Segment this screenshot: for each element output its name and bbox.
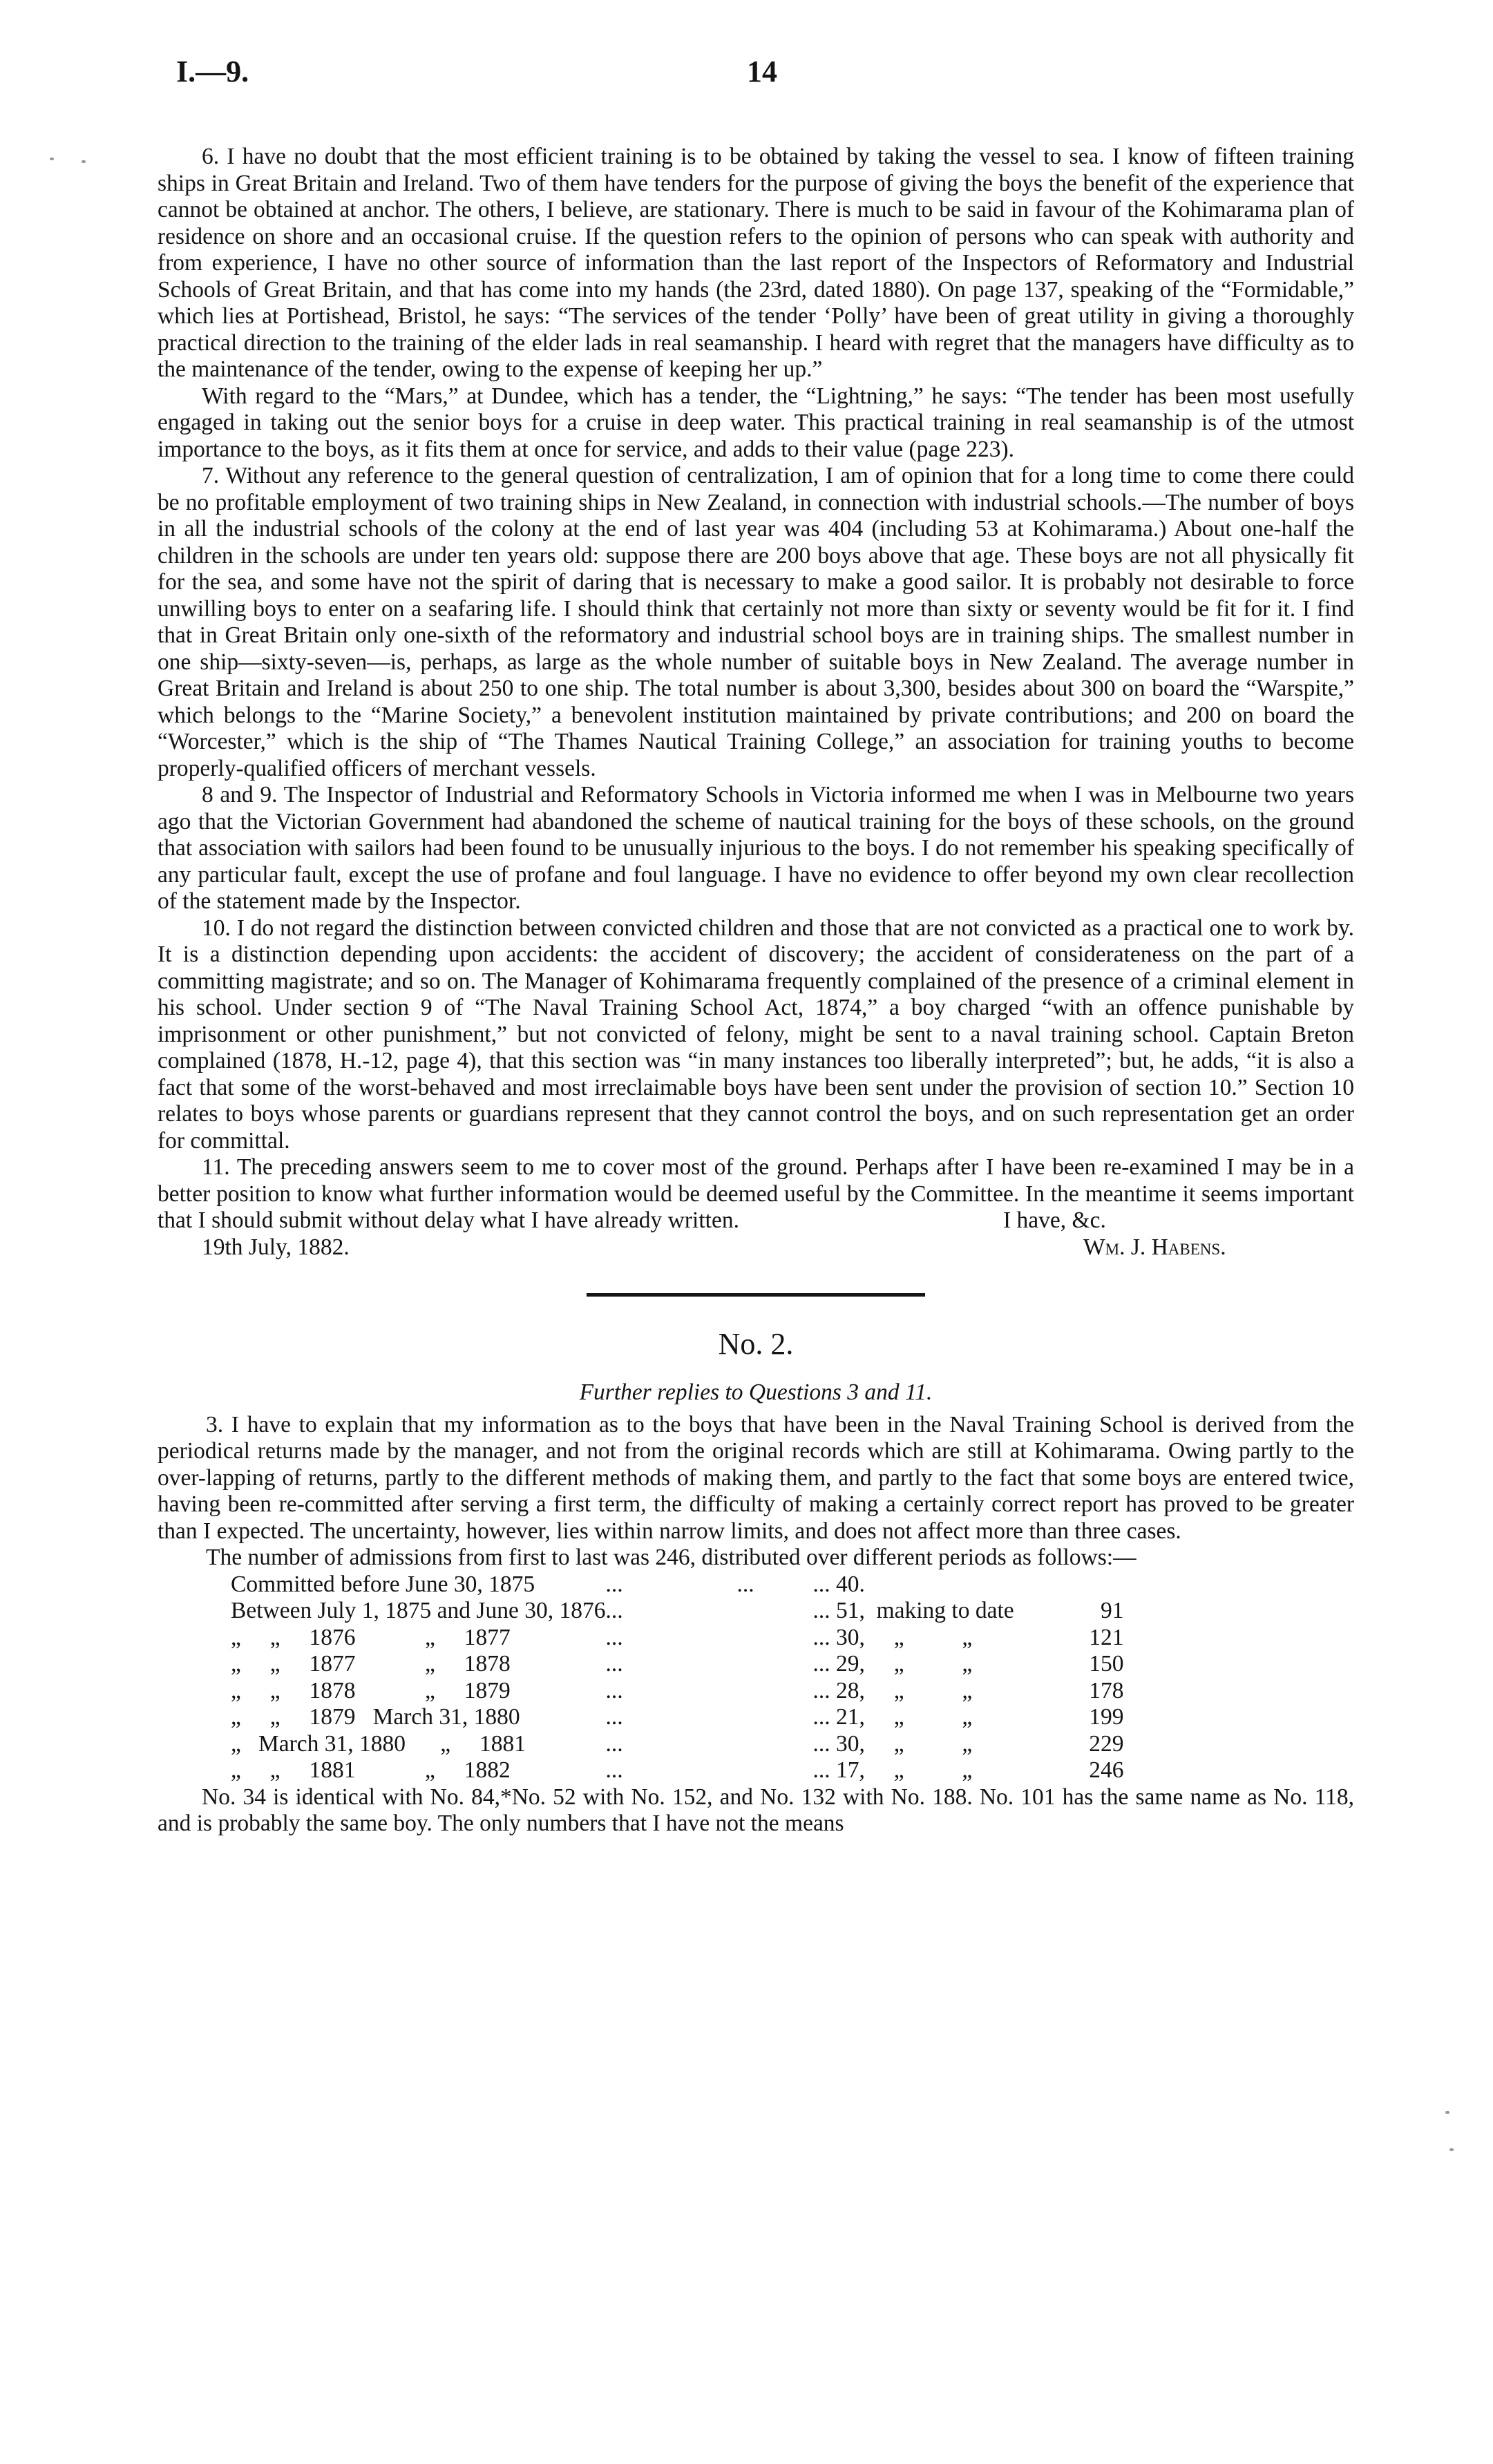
- scan-speck: [1449, 2148, 1454, 2151]
- admissions-cell: [736, 1678, 812, 1705]
- signoff: [158, 1207, 1354, 1261]
- admissions-intro: The number of admissions from first to last was 246, distributed over different periods as follows:—: [206, 1545, 1137, 1570]
- page-header: [176, 54, 1351, 102]
- admissions-cell: „ „ 1879 March 31, 1880: [231, 1704, 520, 1730]
- paragraph-mars: With regard to the “Mars,” at Dundee, which has a tender, the “Lightning,” he says: “The tender has been most usefully engaged in taking out the senior boys for a cruise in deep water. This practical training in real seamanship is of the utmost importance to the boys, as it fits them at once for service, and adds to their value (page 223).: [158, 383, 1354, 462]
- admissions-cell: ...: [605, 1757, 623, 1783]
- admissions-cell: Committed before June 30, 1875: [231, 1571, 535, 1597]
- admissions-cell: ... 51, making to date: [812, 1598, 1014, 1623]
- admissions-cell: ...: [736, 1571, 754, 1597]
- admissions-cell: ... 30, „ „: [812, 1624, 973, 1650]
- closing-paragraph: No. 34 is identical with No. 84,*No. 52 with No. 152, and No. 132 with No. 188. No. 101 has the same name as No. 118, and is probably the same boy. The only numbers that I have not the means: [158, 1784, 1354, 1836]
- admissions-cell: 199: [1089, 1704, 1124, 1730]
- paragraph-10: 10. I do not regard the distinction between convicted children and those that are not convicted as a practical one to work by. It is a distinction depending upon accidents: the accident of discovery; the accident of considerateness on the part of a committing magistrate; and so on. The Manager of Kohimarama frequently complained of the presence of a criminal element in his school. Under section 9 of “The Naval Training School Act, 1874,” a boy charged “with an offence punishable by imprisonment or other punishment,” but not convicted of felony, might be sent to a naval training school. Captain Breton complained (1878, H.-12, page 4), that this section was “in many instances too liberally interpreted”; but, he adds, “it is also a fact that some of the worst-behaved and most irreclaimable boys have been sent under the provision of section 10.” Section 10 relates to boys whose parents or guardians represent that they cannot control the boys, and on such representation get an order for committal.: [158, 915, 1354, 1154]
- admissions-row: [231, 1598, 1123, 1625]
- admissions-cell: ... 21, „ „: [812, 1704, 973, 1730]
- admissions-cell: [736, 1625, 812, 1652]
- admissions-table: [231, 1572, 1123, 1784]
- admissions-cell: „ „ 1877 „ 1878: [231, 1651, 511, 1677]
- admissions-row: [231, 1757, 1123, 1784]
- admissions-cell: ...: [605, 1651, 623, 1677]
- admissions-cell: ... 17, „ „: [812, 1757, 973, 1783]
- admissions-row: [231, 1704, 1123, 1731]
- paragraph-3: 3. I have to explain that my information as to the boys that have been in the Naval Training School is derived from the periodical returns made by the manager, and not from the original records which are still at Kohimarama. Owing partly to the over-lapping of returns, partly to the different methods of making them, and partly to the fact that some boys are entered twice, having been re-committed after serving a first term, the difficulty of making a certainly correct report has proved to be greater than I expected. The uncertainty, however, lies within narrow limits, and does not affect more than three cases.: [158, 1411, 1354, 1544]
- admissions-cell: 246: [1089, 1757, 1124, 1783]
- scan-speck: [1445, 2111, 1449, 2114]
- admissions-cell: ...: [605, 1704, 623, 1730]
- admissions-cell: 229: [1089, 1730, 1124, 1757]
- admissions-cell: [736, 1731, 812, 1758]
- admissions-cell: Between July 1, 1875 and June 30, 1876: [231, 1598, 606, 1623]
- admissions-cell: [736, 1704, 812, 1731]
- admissions-cell: ...: [605, 1730, 623, 1757]
- admissions-cell: ...: [605, 1571, 623, 1597]
- admissions-cell: [736, 1651, 812, 1678]
- admissions-cell: ... 29, „ „: [812, 1651, 973, 1677]
- admissions-row: [231, 1651, 1123, 1678]
- admissions-cell: ...: [605, 1677, 623, 1703]
- admissions-cell: [736, 1598, 812, 1625]
- admissions-cell: 150: [1089, 1651, 1124, 1677]
- paragraph-8-9: 8 and 9. The Inspector of Industrial and Reformatory Schools in Victoria informed me when I was in Melbourne two years ago that the Victorian Government had abandoned the scheme of nautical training for the boys of these schools, on the ground that association with sailors had been found to be unusually injurious to the boys. I do not remember his speaking specifically of any particular fault, except the use of profane and foul language. I have no evidence to offer beyond my own clear recollection of the statement made by the Inspector.: [158, 782, 1354, 914]
- admissions-cell: „ „ 1881 „ 1882: [231, 1757, 511, 1783]
- scan-speck: [50, 157, 54, 160]
- admissions-cell: 121: [1089, 1624, 1124, 1650]
- admissions-cell: 91: [1100, 1598, 1124, 1623]
- admissions-cell: [1034, 1572, 1123, 1598]
- closing: I have, &c.: [1003, 1207, 1106, 1233]
- admissions-row: [231, 1678, 1123, 1705]
- page-body: [158, 144, 1354, 1837]
- letter-date: 19th July, 1882.: [202, 1234, 350, 1260]
- page-number: 14: [747, 55, 777, 88]
- scan-speck: [82, 160, 86, 163]
- signature: Wm. J. Habens.: [1083, 1234, 1226, 1260]
- admissions-row: [231, 1572, 1123, 1598]
- paragraph-7: 7. Without any reference to the general question of centralization, I am of opinion that for a long time to come there could be no profitable employment of two training ships in New Zealand, in connection with industrial schools.—The number of boys in all the industrial schools of the colony at the end of last year was 404 (including 53 at Kohimarama.) About one-half the children in the schools are under ten years old: suppose there are 200 boys above that age. These boys are not all physically fit for the sea, and some have not the spirit of daring that is necessary to make a good sailor. It is probably not desirable to force unwilling boys to enter on a seafaring life. I should think that certainly not more than sixty or seventy would be fit for it. I find that in Great Britain only one-sixth of the reformatory and industrial school boys are in training ships. The smallest number in one ship—sixty-seven—is, perhaps, as large as the whole number of suitable boys in New Zealand. The average number in Great Britain and Ireland is about 250 to one ship. The total number is about 3,300, besides about 300 on board the “Warspite,” which belongs to the “Marine Society,” a benevolent institution maintained by private contributions; and 200 on board the “Worcester,” which is the ship of “The Thames Nautical Training College,” an association for training youths to become properly-qualified officers of merchant vessels.: [158, 463, 1354, 781]
- section-divider: [587, 1293, 925, 1297]
- admissions-cell: ...: [605, 1624, 623, 1650]
- admissions-cell: „ March 31, 1880 „ 1881: [231, 1730, 526, 1757]
- admissions-cell: ... 28, „ „: [812, 1677, 973, 1703]
- section-subtitle: Further replies to Questions 3 and 11.: [579, 1379, 933, 1405]
- section-title: No. 2.: [718, 1327, 794, 1361]
- admissions-row: [231, 1731, 1123, 1758]
- admissions-cell: ... 40.: [812, 1571, 865, 1597]
- admissions-cell: [736, 1757, 812, 1784]
- paragraph-6: 6. I have no doubt that the most efficient training is to be obtained by taking the vessel to sea. I know of fifteen training ships in Great Britain and Ireland. Two of them have tenders for the purpose of giving the boys the benefit of the experience that cannot be obtained at anchor. The others, I believe, are stationary. There is much to be said in favour of the Kohimarama plan of residence on shore and an occasional cruise. If the question refers to the opinion of persons who can speak with authority and from experience, I have no other source of information than the last report of the Inspectors of Reformatory and Industrial Schools of Great Britain, and that has come into my hands (the 23rd, dated 1880). On page 137, speaking of the “Formidable,” which lies at Portishead, Bristol, he says: “The services of the tender ‘Polly’ have been of great utility in giving a thoroughly practical direction to the training of the elder lads in real seamanship. I heard with regret that the managers have difficulty as to the maintenance of the tender, owing to the expense of keeping her up.”: [158, 144, 1354, 382]
- admissions-cell: ...: [605, 1598, 623, 1623]
- admissions-cell: „ „ 1878 „ 1879: [231, 1677, 511, 1703]
- paragraph-11: 11. The preceding answers seem to me to cover most of the ground. Perhaps after I have been re-examined I may be in a better position to know what further information would be deemed useful by the Committee. In the meantime it seems important that I should submit without delay what I have already written.: [158, 1154, 1354, 1233]
- admissions-cell: „ „ 1876 „ 1877: [231, 1624, 511, 1650]
- admissions-cell: ... 30, „ „: [812, 1730, 973, 1757]
- document-reference: I.—9.: [176, 55, 249, 88]
- admissions-row: [231, 1625, 1123, 1652]
- admissions-cell: 178: [1089, 1677, 1124, 1703]
